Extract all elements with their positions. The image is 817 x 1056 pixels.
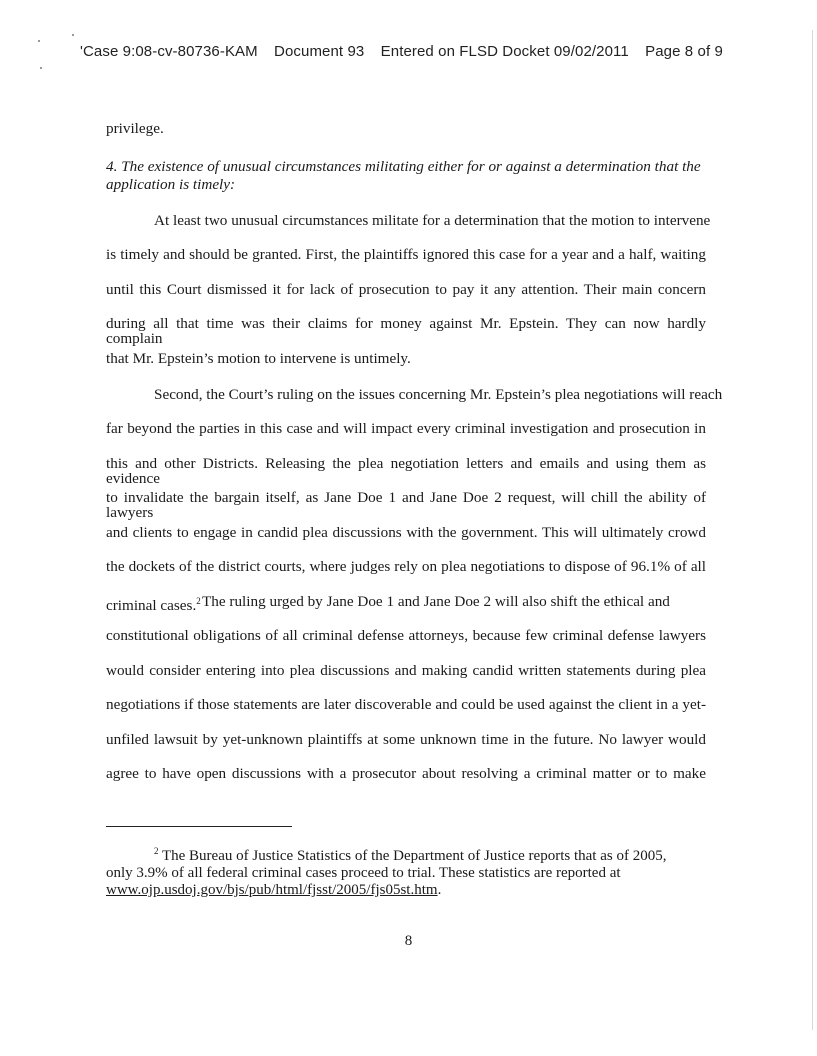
footnote-line (106, 843, 686, 865)
footnote-line (106, 882, 686, 899)
paragraph-line: during all that time was their claims for money against Mr. Epstein. They can now hardly complain (106, 315, 706, 347)
scan-edge (812, 30, 813, 1030)
paragraph-line: until this Court dismissed it for lack of prosecution to pay it any attention. Their main concern (106, 281, 706, 298)
section-heading: 4. The existence of unusual circumstances militating either for or against a determination that the (106, 158, 701, 175)
paragraph-line (106, 594, 706, 613)
paragraph-line: is timely and should be granted. First, the plaintiffs ignored this case for a year and a half, waiting (106, 246, 706, 263)
section-heading-cont: application is timely: (106, 176, 236, 193)
paragraph-line: agree to have open discussions with a prosecutor about resolving a criminal matter or to make (106, 765, 706, 782)
footnote-separator (106, 826, 292, 827)
paragraph-line: negotiations if those statements are later discoverable and could be used against the client in a yet- (106, 696, 706, 713)
statistics-link[interactable]: www.ojp.usdoj.gov/bjs/pub/html/fjsst/2005/fjs05st.htm (106, 882, 438, 898)
text-fragment: criminal cases. (106, 597, 197, 614)
paragraph-line: At least two unusual circumstances militate for a determination that the motion to intervene (154, 212, 711, 229)
case-number: 'Case 9:08-cv-80736-KAM (80, 43, 258, 60)
text-line: privilege. (106, 120, 164, 137)
footnote (106, 843, 686, 899)
footnote-reference: 2 (196, 596, 201, 606)
paragraph-line: constitutional obligations of all criminal defense attorneys, because few criminal defense lawyers (106, 627, 706, 644)
paragraph-line: to invalidate the bargain itself, as Jane Doe 1 and Jane Doe 2 request, will chill the ability of lawyers (106, 489, 706, 521)
footnote-line: only 3.9% of all federal criminal cases proceed to trial. These statistics are reported at (106, 865, 621, 881)
scan-speck (38, 40, 40, 42)
text-fragment: The ruling urged by Jane Doe 1 and Jane Doe 2 will also shift the ethical and (202, 593, 670, 610)
paragraph-line: Second, the Court’s ruling on the issues concerning Mr. Epstein’s plea negotiations will reach (154, 386, 723, 403)
footnote-text: . (437, 882, 442, 898)
scan-speck (40, 67, 42, 69)
page-number: 8 (404, 933, 413, 949)
page-indicator: Page 8 of 9 (645, 43, 723, 60)
paragraph-line: that Mr. Epstein’s motion to intervene is untimely. (106, 350, 411, 367)
paragraph-line: would consider entering into plea discussions and making candid written statements during plea (106, 662, 706, 679)
footnote-marker: 2 (154, 846, 159, 856)
paragraph-line: this and other Districts. Releasing the plea negotiation letters and emails and using them as evidence (106, 455, 706, 487)
paragraph-line: far beyond the parties in this case and will impact every criminal investigation and prosecution in (106, 420, 706, 437)
paragraph-line: unfiled lawsuit by yet-unknown plaintiffs at some unknown time in the future. No lawyer would (106, 731, 706, 748)
paragraph-line: the dockets of the district courts, where judges rely on plea negotiations to dispose of 96.1% of all (106, 558, 706, 575)
paragraph-line: and clients to engage in candid plea discussions with the government. This will ultimately crowd (106, 524, 706, 541)
docket-entry: Entered on FLSD Docket 09/02/2011 (380, 43, 629, 60)
docket-header (80, 43, 760, 60)
footnote-text: The Bureau of Justice Statistics of the Department of Justice reports that as of 2005, (161, 848, 667, 864)
document-number: Document 93 (274, 43, 365, 60)
scan-speck (72, 34, 74, 36)
